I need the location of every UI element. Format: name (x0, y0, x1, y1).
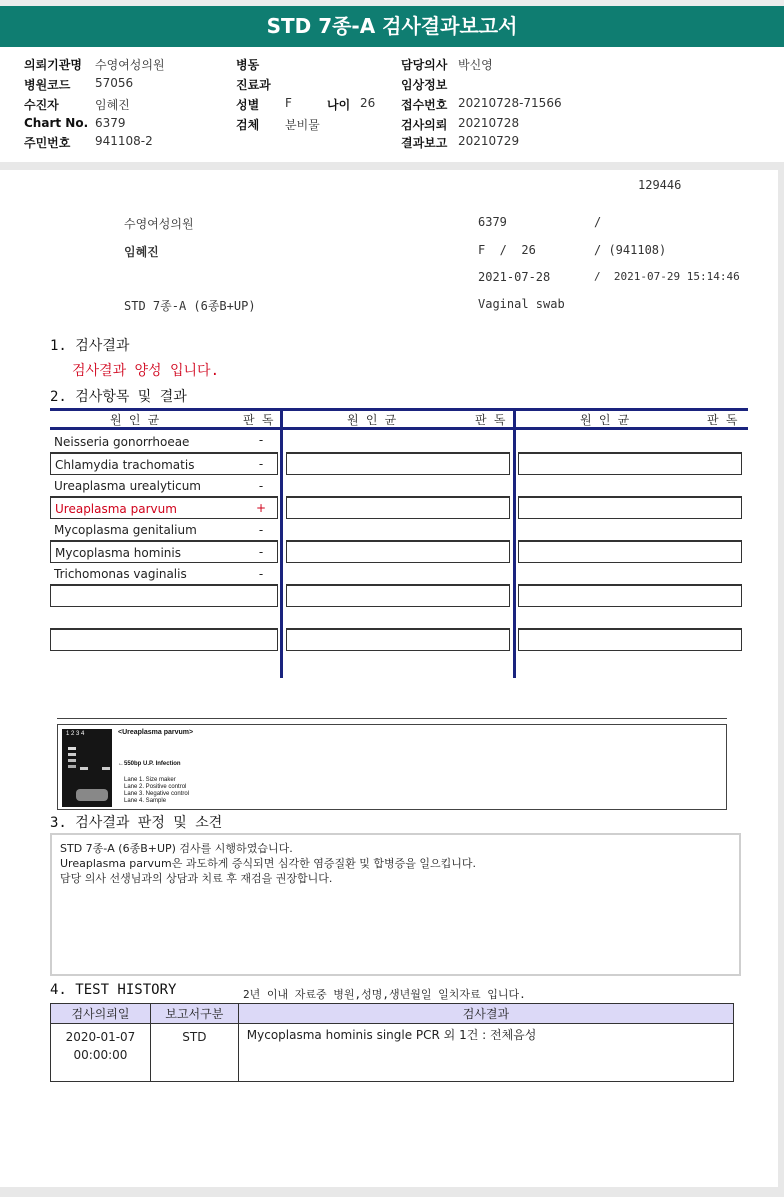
col-header-organism: 원 인 균 (347, 413, 397, 427)
section-divider (0, 162, 784, 170)
result-value: - (258, 479, 264, 493)
hdr-label: 의뢰기관명 (24, 58, 82, 72)
result-value: - (258, 523, 264, 537)
table-row-empty (518, 453, 742, 475)
hdr-label: Chart No. (24, 116, 89, 130)
history-table (50, 1003, 734, 1082)
table-row-empty (518, 475, 742, 497)
hdr-label: 성별 (236, 98, 260, 112)
hdr-value: 26 (360, 96, 376, 110)
table-row-empty (518, 497, 742, 519)
history-date: 2020-01-07 (65, 1030, 136, 1044)
history-time: 00:00:00 (73, 1048, 128, 1062)
section-1-title: 1. 검사결과 (50, 338, 130, 354)
hdr-label: 접수번호 (401, 98, 448, 112)
table-row-empty (518, 629, 742, 651)
history-note: 2년 이내 자료중 병원,성명,생년월일 일치자료 입니다. (243, 988, 526, 1001)
col-header-organism: 원 인 균 (580, 413, 630, 427)
birth-date: / (941108) (594, 243, 667, 257)
test-name: STD 7종-A (6종B+UP) (124, 299, 256, 313)
gel-band-label: ←550bp U.P. Infection (118, 761, 181, 767)
date-reported: / 2021-07-29 15:14:46 (594, 270, 740, 283)
table-column-divider (280, 408, 283, 678)
hdr-label: 나이 (327, 98, 351, 112)
clinic-name: 수영여성의원 (124, 217, 194, 231)
table-row (50, 563, 278, 585)
hdr-label: 병원코드 (24, 78, 71, 92)
table-row-empty (518, 607, 742, 629)
table-row-empty (286, 563, 510, 585)
hdr-label: 결과보고 (401, 136, 448, 150)
table-row (50, 497, 278, 519)
organism-name: Mycoplasma genitalium (54, 523, 197, 537)
section-2-title: 2. 검사항목 및 결과 (50, 389, 187, 405)
gel-legend-item: Lane 2. Positive control (124, 784, 187, 790)
hdr-label: 주민번호 (24, 136, 71, 150)
hdr-label: 임상정보 (401, 78, 448, 92)
page-edge (778, 162, 784, 1197)
col-header-result: 판 독 (475, 413, 506, 427)
hdr-value: 6379 (95, 116, 126, 130)
table-row (50, 453, 278, 475)
table-row-empty (50, 629, 278, 651)
result-value: - (258, 545, 264, 559)
patient-name: 임혜진 (124, 245, 159, 259)
date-received: 2021-07-28 (478, 270, 551, 284)
result-positive-message: 검사결과 양성 입니다. (72, 363, 220, 379)
gel-image (62, 729, 112, 807)
gel-legend-item: Lane 4. Sample (124, 798, 167, 804)
hdr-label: 검사의뢰 (401, 118, 448, 132)
hdr-label: 담당의사 (401, 58, 448, 72)
gel-legend-item: Lane 3. Negative control (124, 791, 190, 797)
table-column-divider (513, 408, 516, 678)
gel-top-rule (57, 718, 727, 719)
col-header-result: 판 독 (243, 413, 274, 427)
chart-number: 6379 (478, 215, 507, 229)
gel-lane-numbers: 1 2 3 4 (66, 731, 85, 737)
hdr-value: 941108-2 (95, 134, 153, 148)
table-row-empty (518, 563, 742, 585)
table-row-empty (518, 519, 742, 541)
gel-band (76, 789, 108, 801)
gel-band (102, 767, 110, 770)
hdr-value: 박신영 (458, 58, 493, 72)
table-row-empty (286, 519, 510, 541)
table-row (50, 475, 278, 497)
hdr-value: 20210729 (458, 134, 520, 148)
table-row-empty (286, 629, 510, 651)
table-row-empty (286, 497, 510, 519)
hdr-label: 병동 (236, 58, 260, 72)
opinion-line: STD 7종-A (6종B+UP) 검사를 시행하였습니다. (60, 842, 293, 855)
table-row-empty (50, 585, 278, 607)
hdr-label: 검체 (236, 118, 260, 132)
report-title: STD 7종-A 검사결과보고서 (0, 6, 784, 47)
history-col-header: 검사의뢰일 (51, 1004, 151, 1024)
gel-band (68, 747, 76, 750)
hdr-value: F (285, 96, 292, 110)
table-row (50, 541, 278, 563)
table-row (50, 519, 278, 541)
table-row-empty (286, 585, 510, 607)
table-row-empty (518, 585, 742, 607)
gel-band (68, 759, 76, 762)
organism-name: Mycoplasma hominis (55, 546, 181, 560)
sex-age: F / 26 (478, 243, 536, 257)
gel-band (68, 765, 76, 768)
specimen-type: Vaginal swab (478, 297, 565, 311)
title-bar-background (0, 0, 784, 47)
result-value: - (258, 567, 264, 581)
history-col-header: 검사결과 (238, 1004, 733, 1024)
hdr-value: 수영여성의원 (95, 58, 165, 72)
table-row-empty (50, 607, 278, 629)
col-header-organism: 원 인 균 (110, 413, 160, 427)
organism-name: Trichomonas vaginalis (54, 567, 187, 581)
report-header (0, 54, 784, 154)
table-row-empty (286, 453, 510, 475)
opinion-line: Ureaplasma parvum은 과도하게 증식되면 심각한 염증질환 및 합병증을 일으킵니다. (60, 857, 476, 870)
hdr-value: 20210728-71566 (458, 96, 562, 110)
col-header-result: 판 독 (707, 413, 738, 427)
hdr-value: 임혜진 (95, 98, 130, 112)
history-header-row (51, 1004, 734, 1024)
table-row-empty (518, 541, 742, 563)
gel-band (68, 753, 76, 756)
result-value: + (255, 501, 267, 515)
hdr-value: 분비물 (285, 118, 320, 132)
hdr-value: 57056 (95, 76, 134, 90)
table-row-empty (286, 431, 510, 453)
gel-electrophoresis-panel (57, 724, 727, 810)
organism-name: Ureaplasma urealyticum (54, 479, 201, 493)
gel-band (80, 767, 88, 770)
opinion-box (50, 833, 741, 976)
history-result: Mycoplasma hominis single PCR 외 1건 : 전체음성 (238, 1024, 733, 1082)
gel-legend-item: Lane 1. Size maker (124, 777, 176, 783)
report-code: 129446 (638, 178, 682, 192)
hdr-value: 20210728 (458, 116, 520, 130)
section-4-title: 4. TEST HISTORY (50, 982, 177, 998)
table-row-empty (518, 431, 742, 453)
result-value: - (258, 457, 264, 471)
table-row-empty (286, 541, 510, 563)
hdr-label: 수진자 (24, 98, 59, 112)
hdr-label: 진료과 (236, 78, 271, 92)
result-value: - (258, 433, 264, 447)
organism-name: Chlamydia trachomatis (55, 458, 195, 472)
table-row-empty (286, 475, 510, 497)
history-col-header: 보고서구분 (150, 1004, 238, 1024)
gel-heading: <Ureaplasma parvum> (118, 729, 194, 736)
page-edge-bottom (0, 1187, 784, 1197)
table-row (51, 1024, 734, 1082)
table-row (50, 431, 278, 453)
organism-name: Neisseria gonorrhoeae (54, 435, 190, 449)
history-type: STD (150, 1024, 238, 1082)
organism-name: Ureaplasma parvum (55, 502, 177, 516)
history-date-cell (51, 1024, 151, 1082)
slash-separator: / (594, 215, 602, 229)
section-3-title: 3. 검사결과 판정 및 소견 (50, 815, 223, 831)
opinion-line: 담당 의사 선생님과의 상담과 치료 후 재검을 권장합니다. (60, 872, 333, 885)
table-row-empty (286, 607, 510, 629)
